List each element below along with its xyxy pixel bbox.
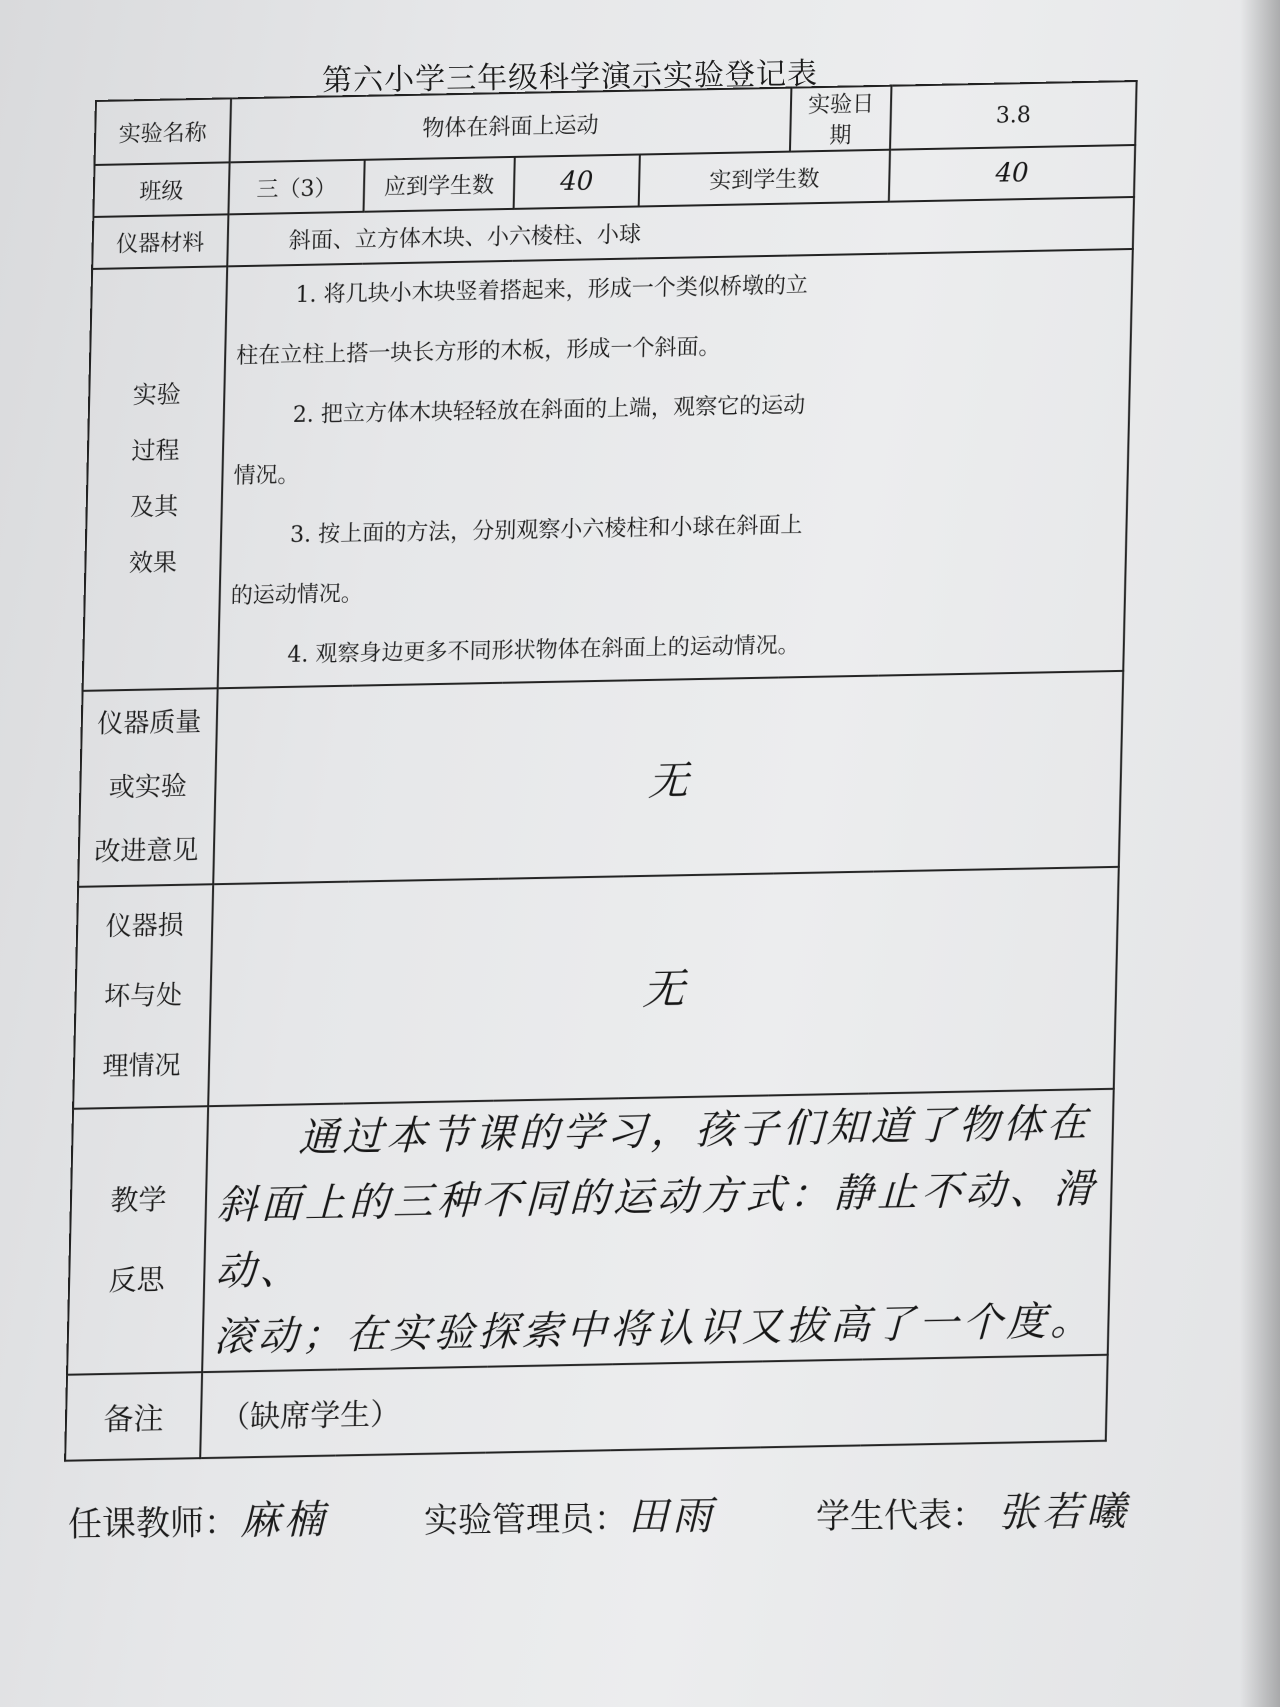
student-label: 学生代表： <box>815 1495 987 1538</box>
label-process-line: 实验 <box>132 380 182 410</box>
label-reflection <box>67 1106 208 1375</box>
admin-label: 实验管理员： <box>423 1499 629 1542</box>
row-quality <box>78 671 1123 887</box>
label-quality-line: 或实验 <box>108 771 188 804</box>
admin-signature: 田雨 <box>627 1493 717 1540</box>
teacher-signature: 麻楠 <box>239 1497 329 1545</box>
label-actual-students: 实到学生数 <box>639 150 890 207</box>
step-line: 1. 将几块小木块竖着搭起来，形成一个类似桥墩的立 <box>295 273 809 309</box>
form-table <box>64 80 1138 1462</box>
label-damage-line: 理情况 <box>102 1050 181 1083</box>
label-quality-line: 改进意见 <box>94 835 199 868</box>
reflection-line: 通过本节课的学习，孩子们知道了物体在 <box>297 1100 1092 1162</box>
value-experiment-date: 3.8 <box>890 81 1137 150</box>
step-line: 的运动情况。 <box>230 581 364 610</box>
label-process-line: 过程 <box>131 436 180 466</box>
reflection-line: 斜面上的三种不同的运动方式：静止不动、滑动、 <box>214 1166 1098 1295</box>
label-class: 班级 <box>93 162 229 217</box>
reflection-line: 滚动；在实验探索中将认识又拔高了一个度。 <box>213 1298 1095 1361</box>
value-class: 三（3） <box>228 160 364 215</box>
label-process-line: 效果 <box>128 548 178 578</box>
value-expected-students: 40 <box>514 155 640 209</box>
label-damage-line: 坏与处 <box>103 980 183 1013</box>
label-quality-line: 仪器质量 <box>96 707 202 740</box>
value-experiment-name: 物体在斜面上运动 <box>230 88 792 163</box>
value-damage: 无 <box>208 867 1119 1106</box>
value-quality: 无 <box>213 671 1123 884</box>
student-signature: 张若曦 <box>997 1488 1131 1537</box>
label-quality <box>78 688 218 887</box>
step-line: 2. 把立方体木块轻轻放在斜面的上端，观察它的运动 <box>292 393 806 429</box>
value-actual-students: 40 <box>889 145 1135 202</box>
row-reflection <box>67 1089 1114 1375</box>
label-reflection-line: 教学 <box>110 1182 167 1218</box>
label-reflection-line: 反思 <box>108 1262 166 1298</box>
step-line: 柱在立柱上搭一块长方形的木板，形成一个斜面。 <box>235 334 721 370</box>
page-title: 第六小学三年级科学演示实验登记表 <box>321 56 819 99</box>
step-line: 3. 按上面的方法，分别观察小六棱柱和小球在斜面上 <box>289 513 803 548</box>
value-materials: 斜面、立方体木块、小六棱柱、小球 <box>227 197 1134 266</box>
label-damage-line: 仪器损 <box>105 910 185 943</box>
label-process <box>83 266 228 691</box>
label-experiment-name: 实验名称 <box>95 98 232 165</box>
label-experiment-date: 实验日期 <box>790 86 892 152</box>
label-expected-students: 应到学生数 <box>364 157 515 212</box>
label-process-line: 及其 <box>129 492 179 522</box>
row-process <box>83 249 1133 691</box>
signature-footer <box>68 1479 1189 1561</box>
label-remarks: 备注 <box>65 1372 202 1461</box>
teacher-label: 任课教师： <box>67 1503 239 1545</box>
step-line: 4. 观察身边更多不同形状物体在斜面上的运动情况。 <box>287 633 801 668</box>
process-steps <box>218 249 1133 688</box>
value-remarks: （缺席学生） <box>200 1355 1108 1458</box>
page-edge-shadow <box>1240 0 1280 1707</box>
label-damage <box>73 884 213 1109</box>
reflection-text <box>202 1089 1114 1372</box>
step-line: 情况。 <box>233 462 300 490</box>
row-damage <box>73 867 1119 1109</box>
label-materials: 仪器材料 <box>92 214 228 269</box>
registration-form <box>63 79 1175 1489</box>
